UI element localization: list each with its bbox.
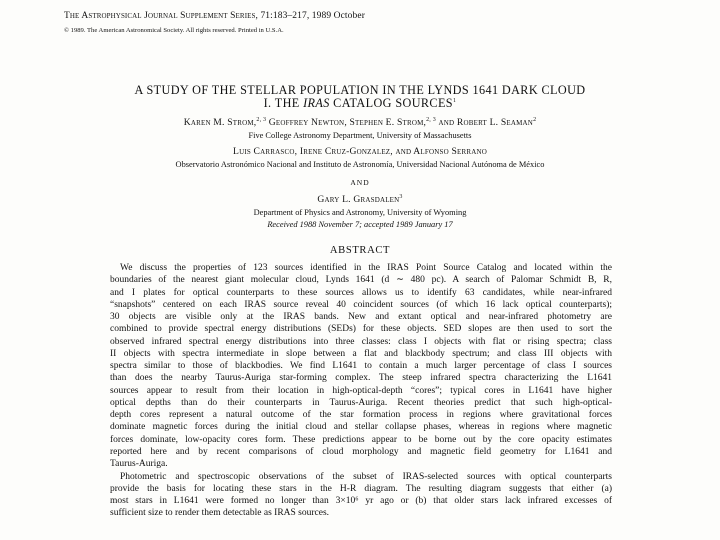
abstract-line: provide the basis for locating these stars in the H-R diagram. The resulting diagram suggests that either (a) (110, 483, 612, 494)
abstract-line: “snapshots” centered on each IRAS source reveal 40 coincident sources (of which 16 lack optical counterparts); (110, 299, 612, 310)
author-list-3 (0, 194, 720, 205)
author-grasdalen-sup: 3 (399, 194, 403, 200)
author-newton: Geoffrey Newton, (266, 117, 347, 129)
journal-citation: 71:183–217, 1989 October (257, 11, 365, 21)
author-strom-k-sup: 2, 3 (256, 117, 267, 123)
author-seaman: and Robert L. Seaman (435, 117, 534, 129)
title-iras-italic: IRAS (303, 96, 330, 110)
journal-header (64, 11, 365, 21)
title-line-2-suffix: CATALOG SOURCES (329, 96, 453, 110)
title-footnote-marker: 1 (452, 97, 457, 104)
abstract-line: Photometric and spectroscopic observations of the subset of IRAS-selected sources with optical counterparts (120, 471, 612, 482)
received-dates: Received 1988 November 7; accepted 1989 January 17 (267, 220, 453, 229)
abstract-line: observed infrared spectral energy distributions into three classes: class I objects with flat or rising spectra; class (110, 336, 612, 347)
abstract-heading: ABSTRACT (329, 245, 391, 256)
author-strom-s-sup: 2, 3 (426, 117, 436, 123)
abstract-line: We discuss the properties of 123 sources identified in the IRAS Point Source Catalog and located within the (120, 263, 612, 273)
abstract-line: 30 objects are visible only at the IRAS bands. New and extant optical and near-infrared photometry are (110, 312, 612, 323)
journal-name: The Astrophysical Journal Supplement Series, (64, 11, 258, 21)
abstract-line: forces dominate, low-opacity cores form. These predictions appear to be borne out by the core opacity estimates (110, 434, 612, 445)
abstract-line: boundaries of the nearest giant molecular cloud, Lynds 1641 (d ∼ 480 pc). A search of Palomar Schmidt B, R, (110, 275, 612, 286)
paper-title-line-2 (0, 96, 720, 111)
and-separator: AND (350, 178, 370, 187)
abstract-line: sources appear to result from their location in high-optical-depth “cores”; typical cores in L1641 have higher (110, 385, 612, 396)
affiliation-wyoming: Department of Physics and Astronomy, University of Wyoming (253, 208, 467, 217)
author-list-1 (0, 117, 720, 128)
author-strom-k: Karen M. Strom, (183, 117, 257, 129)
abstract-line: and I plates for optical counterparts to these sources allows us to identify 63 candidates, while near-infrared (110, 287, 612, 298)
abstract-line: optical depths than do their counterparts in Taurus-Auriga. Recent theories predict that such high-optical- (110, 397, 612, 408)
author-strom-s: Stephen E. Strom, (346, 117, 427, 129)
abstract-line: most stars in L1641 were formed no longer than 3×10⁶ yr ago or (b) that older stars lack infrared excesses of (110, 496, 612, 507)
abstract-line: dominate magnetic forces during the initial cloud and stellar collapse phases, whereas in regions where magnetic (110, 422, 612, 433)
title-line-2-prefix: I. THE (263, 96, 304, 110)
author-seaman-sup: 2 (533, 117, 537, 123)
author-grasdalen: Gary L. Grasdalen (317, 194, 400, 206)
affiliation-umass: Five College Astronomy Department, University of Massachusetts (248, 131, 472, 140)
paper-title-line-1: A STUDY OF THE STELLAR POPULATION IN THE LYNDS 1641 DARK CLOUD (134, 83, 586, 97)
author-list-2: Luis Carrasco, Irene Cruz-Gonzalez, and Alfonso Serrano (233, 146, 487, 157)
abstract-body (110, 262, 612, 520)
abstract-line: spectra similar to those of blackbodies. We find L1641 to contain a much larger percentage of class I sources (110, 361, 612, 372)
abstract-line: II objects with spectra intermediate in slope between a flat and blackbody spectrum; and class III objects with (110, 348, 612, 359)
abstract-line: than does the nearby Taurus-Auriga star-forming complex. The steep infrared spectra characterizing the L1641 (110, 373, 612, 384)
abstract-line: sufficient size to render them detectable as IRAS sources. (110, 508, 330, 519)
abstract-line: Taurus-Auriga. (110, 459, 168, 470)
affiliation-unam: Observatorio Astronómico Nacional and Instituto de Astronomía, Universidad Nacional Autónoma de México (175, 160, 545, 169)
abstract-line: combined to provide spectral energy distributions (SEDs) for these objects. SED slopes are then used to sort the (110, 324, 612, 335)
copyright-notice: © 1989. The American Astronomical Society. All rights reserved. Printed in U.S.A. (64, 27, 284, 34)
abstract-line: reported here and by recent comparisons of cloud morphology and magnetic field geometry for L1641 and (110, 446, 612, 457)
abstract-line: depth cores represent a natural outcome of the star formation process in regions where gravitational forces (110, 410, 612, 421)
